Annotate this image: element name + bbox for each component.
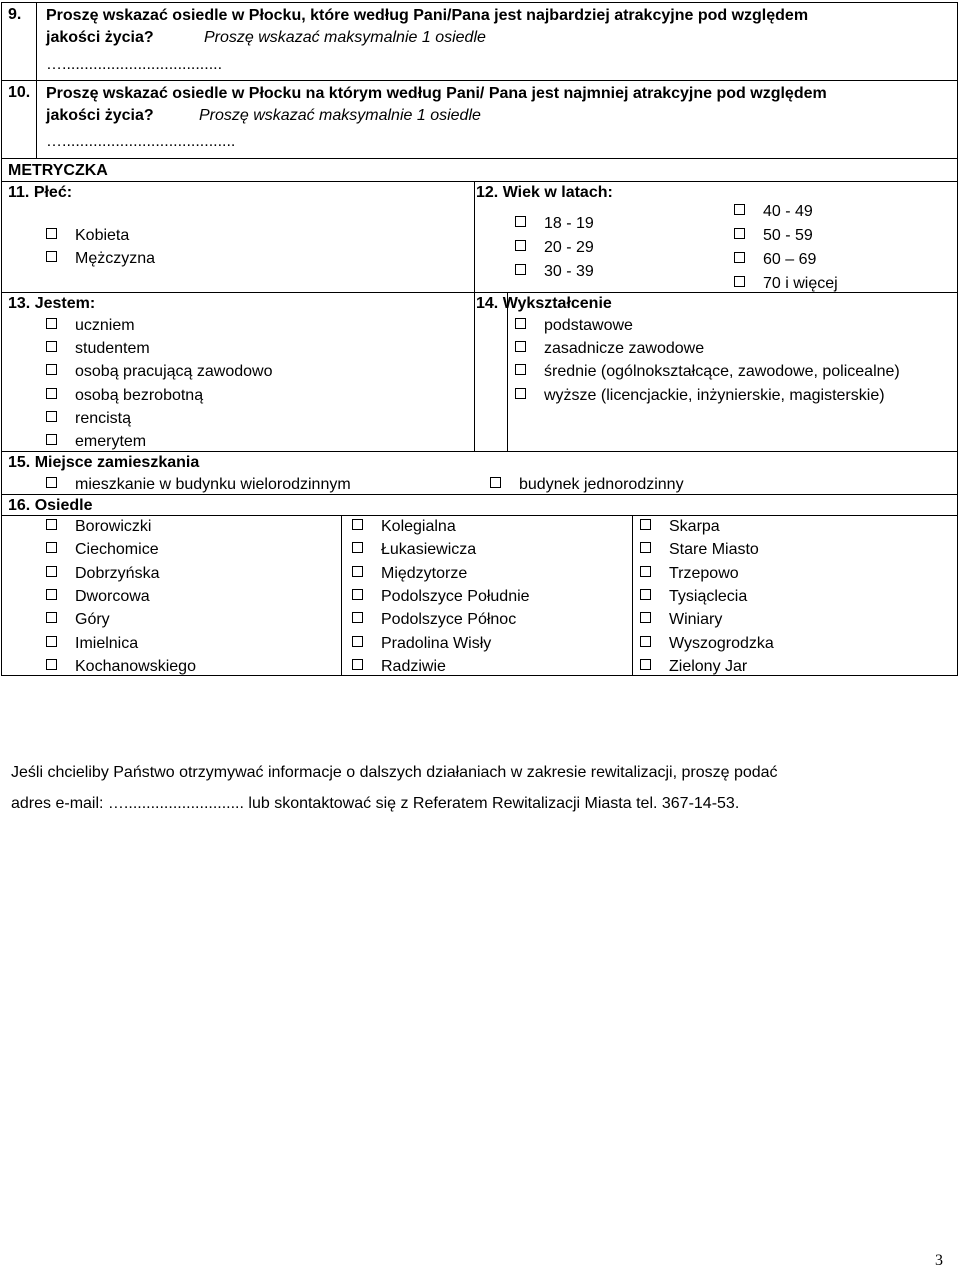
question-number: 13. <box>8 295 31 312</box>
option-age-60-69[interactable]: 60 – 69 <box>734 250 816 269</box>
footer-line-1: Jeśli chcieliby Państwo otrzymywać informacje o dalszych działaniach w zakresie rewitalizacji, proszę podać <box>11 764 778 781</box>
checkbox[interactable] <box>352 542 363 553</box>
checkbox[interactable] <box>46 341 57 352</box>
question-label: Jestem: <box>34 295 96 312</box>
option-age-20-29[interactable]: 20 - 29 <box>515 238 594 257</box>
checkbox[interactable] <box>352 589 363 600</box>
option-age-70-plus[interactable]: 70 i więcej <box>734 274 838 293</box>
option-osiedle[interactable]: Borowiczki <box>46 517 151 536</box>
option-uczniem[interactable]: uczniem <box>46 316 135 335</box>
num-column-divider <box>36 2 37 159</box>
table-right-border <box>957 2 958 676</box>
option-osiedle[interactable]: Wyszogrodzka <box>640 634 774 653</box>
checkbox[interactable] <box>46 542 57 553</box>
question-text-cont: jakości życia? <box>46 29 154 46</box>
option-age-18-19[interactable]: 18 - 19 <box>515 214 594 233</box>
option-studentem[interactable]: studentem <box>46 339 150 358</box>
option-age-30-39[interactable]: 30 - 39 <box>515 262 594 281</box>
checkbox[interactable] <box>46 589 57 600</box>
option-kobieta[interactable]: Kobieta <box>46 226 129 245</box>
checkbox[interactable] <box>46 566 57 577</box>
checkbox[interactable] <box>46 364 57 375</box>
row-divider <box>1 80 958 81</box>
row-divider <box>1 515 958 516</box>
option-age-50-59[interactable]: 50 - 59 <box>734 226 813 245</box>
checkbox[interactable] <box>734 276 745 287</box>
question-number: 16. <box>8 497 31 514</box>
checkbox[interactable] <box>46 612 57 623</box>
question-text: Proszę wskazać osiedle w Płocku na którym według Pani/ Pana jest najmniej atrakcyjne pod względem <box>46 85 827 102</box>
question-label: Płeć: <box>33 184 73 201</box>
answer-field[interactable]: ….................................... <box>46 56 223 73</box>
option-mezczyzna[interactable]: Mężczyzna <box>46 249 155 268</box>
checkbox[interactable] <box>515 216 526 227</box>
option-emerytem[interactable]: emerytem <box>46 432 146 451</box>
checkbox[interactable] <box>515 240 526 251</box>
option-osiedle[interactable]: Kochanowskiego <box>46 657 196 676</box>
question-12-title <box>476 183 613 202</box>
row-divider <box>1 181 958 182</box>
checkbox[interactable] <box>46 251 57 262</box>
question-14-title <box>476 294 612 313</box>
option-osiedle[interactable]: Góry <box>46 610 110 629</box>
col-divider <box>632 515 633 676</box>
checkbox[interactable] <box>515 341 526 352</box>
option-osiedle[interactable]: Dobrzyńska <box>46 564 159 583</box>
question-number: 11. <box>8 184 30 201</box>
checkbox[interactable] <box>352 659 363 670</box>
option-age-40-49[interactable]: 40 - 49 <box>734 202 813 221</box>
question-label: Wiek w latach: <box>502 184 613 201</box>
option-jednorodzinny[interactable]: budynek jednorodzinny <box>490 475 684 494</box>
question-label: Miejsce zamieszkania <box>34 454 200 471</box>
table-top-border <box>1 2 958 3</box>
option-osiedle[interactable]: Podolszyce Północ <box>352 610 516 629</box>
option-zasadnicze[interactable]: zasadnicze zawodowe <box>515 339 704 358</box>
checkbox[interactable] <box>46 411 57 422</box>
table-left-border <box>1 2 2 676</box>
question-15-title <box>8 453 199 472</box>
option-osiedle[interactable]: Skarpa <box>640 517 720 536</box>
option-osiedle[interactable]: Dworcowa <box>46 587 150 606</box>
checkbox[interactable] <box>640 542 651 553</box>
row-divider <box>1 158 958 159</box>
question-label: Wykształcenie <box>502 295 612 312</box>
checkbox[interactable] <box>640 612 651 623</box>
option-pracujaca[interactable]: osobą pracującą zawodowo <box>46 362 272 381</box>
checkbox[interactable] <box>46 519 57 530</box>
checkbox[interactable] <box>46 636 57 647</box>
row-divider <box>1 494 958 495</box>
col-divider <box>474 292 475 452</box>
question-label: Osiedle <box>34 497 93 514</box>
option-bezrobotna[interactable]: osobą bezrobotną <box>46 386 203 405</box>
option-osiedle[interactable]: Zielony Jar <box>640 657 747 676</box>
checkbox[interactable] <box>515 364 526 375</box>
question-11-title <box>8 183 72 202</box>
checkbox[interactable] <box>352 566 363 577</box>
question-number: 14. <box>476 295 499 312</box>
checkbox[interactable] <box>46 477 57 488</box>
question-number: 9. <box>8 6 22 23</box>
option-wielorodzinny[interactable]: mieszkanie w budynku wielorodzinnym <box>46 475 351 494</box>
checkbox[interactable] <box>640 519 651 530</box>
option-osiedle[interactable]: Podolszyce Południe <box>352 587 530 606</box>
col-divider <box>341 515 342 676</box>
question-number: 10. <box>8 84 31 101</box>
checkbox[interactable] <box>46 434 57 445</box>
checkbox[interactable] <box>515 388 526 399</box>
question-13-title <box>8 294 95 313</box>
checkbox[interactable] <box>515 264 526 275</box>
option-osiedle[interactable]: Kolegialna <box>352 517 456 536</box>
checkbox[interactable] <box>46 388 57 399</box>
checkbox[interactable] <box>640 659 651 670</box>
section-heading: METRYCZKA <box>8 162 108 179</box>
checkbox[interactable] <box>734 252 745 263</box>
option-wyzsze[interactable]: wyższe (licencjackie, inżynierskie, magisterskie) <box>515 386 885 405</box>
checkbox[interactable] <box>352 519 363 530</box>
checkbox[interactable] <box>640 636 651 647</box>
option-osiedle[interactable]: Międzytorze <box>352 564 467 583</box>
option-srednie[interactable]: średnie (ogólnokształcące, zawodowe, policealne) <box>515 362 900 381</box>
checkbox[interactable] <box>352 612 363 623</box>
checkbox[interactable] <box>515 318 526 329</box>
question-16-title <box>8 496 93 515</box>
question-hint: Proszę wskazać maksymalnie 1 osiedle <box>204 29 486 46</box>
checkbox[interactable] <box>734 204 745 215</box>
question-hint: Proszę wskazać maksymalnie 1 osiedle <box>199 107 481 124</box>
option-osiedle[interactable]: Pradolina Wisły <box>352 634 491 653</box>
option-osiedle[interactable]: Ciechomice <box>46 540 159 559</box>
answer-field[interactable]: …....................................... <box>46 133 236 150</box>
option-osiedle[interactable]: Winiary <box>640 610 722 629</box>
footer-line-2: adres e-mail: …........................... lub skontaktować się z Referatem Rewitalizacji Miasta tel. 367-14-53. <box>11 795 740 812</box>
checkbox[interactable] <box>490 477 501 488</box>
question-text-cont: jakości życia? <box>46 107 154 124</box>
option-rencista[interactable]: rencistą <box>46 409 131 428</box>
option-osiedle[interactable]: Radziwie <box>352 657 446 676</box>
question-text: Proszę wskazać osiedle w Płocku, które według Pani/Pana jest najbardziej atrakcyjne pod względem <box>46 7 809 24</box>
row-divider <box>1 451 958 452</box>
col-divider <box>474 181 475 293</box>
checkbox[interactable] <box>734 228 745 239</box>
option-podstawowe[interactable]: podstawowe <box>515 316 633 335</box>
option-osiedle[interactable]: Imielnica <box>46 634 138 653</box>
checkbox[interactable] <box>46 228 57 239</box>
option-osiedle[interactable]: Łukasiewicza <box>352 540 476 559</box>
checkbox[interactable] <box>640 566 651 577</box>
checkbox[interactable] <box>46 318 57 329</box>
checkbox[interactable] <box>352 636 363 647</box>
option-osiedle[interactable]: Stare Miasto <box>640 540 759 559</box>
question-number: 12. <box>476 184 499 201</box>
option-osiedle[interactable]: Trzepowo <box>640 564 739 583</box>
page-number: 3 <box>935 1252 943 1269</box>
checkbox[interactable] <box>46 659 57 670</box>
option-osiedle[interactable]: Tysiąclecia <box>640 587 747 606</box>
col-divider <box>507 292 508 452</box>
checkbox[interactable] <box>640 589 651 600</box>
question-number: 15. <box>8 454 31 471</box>
